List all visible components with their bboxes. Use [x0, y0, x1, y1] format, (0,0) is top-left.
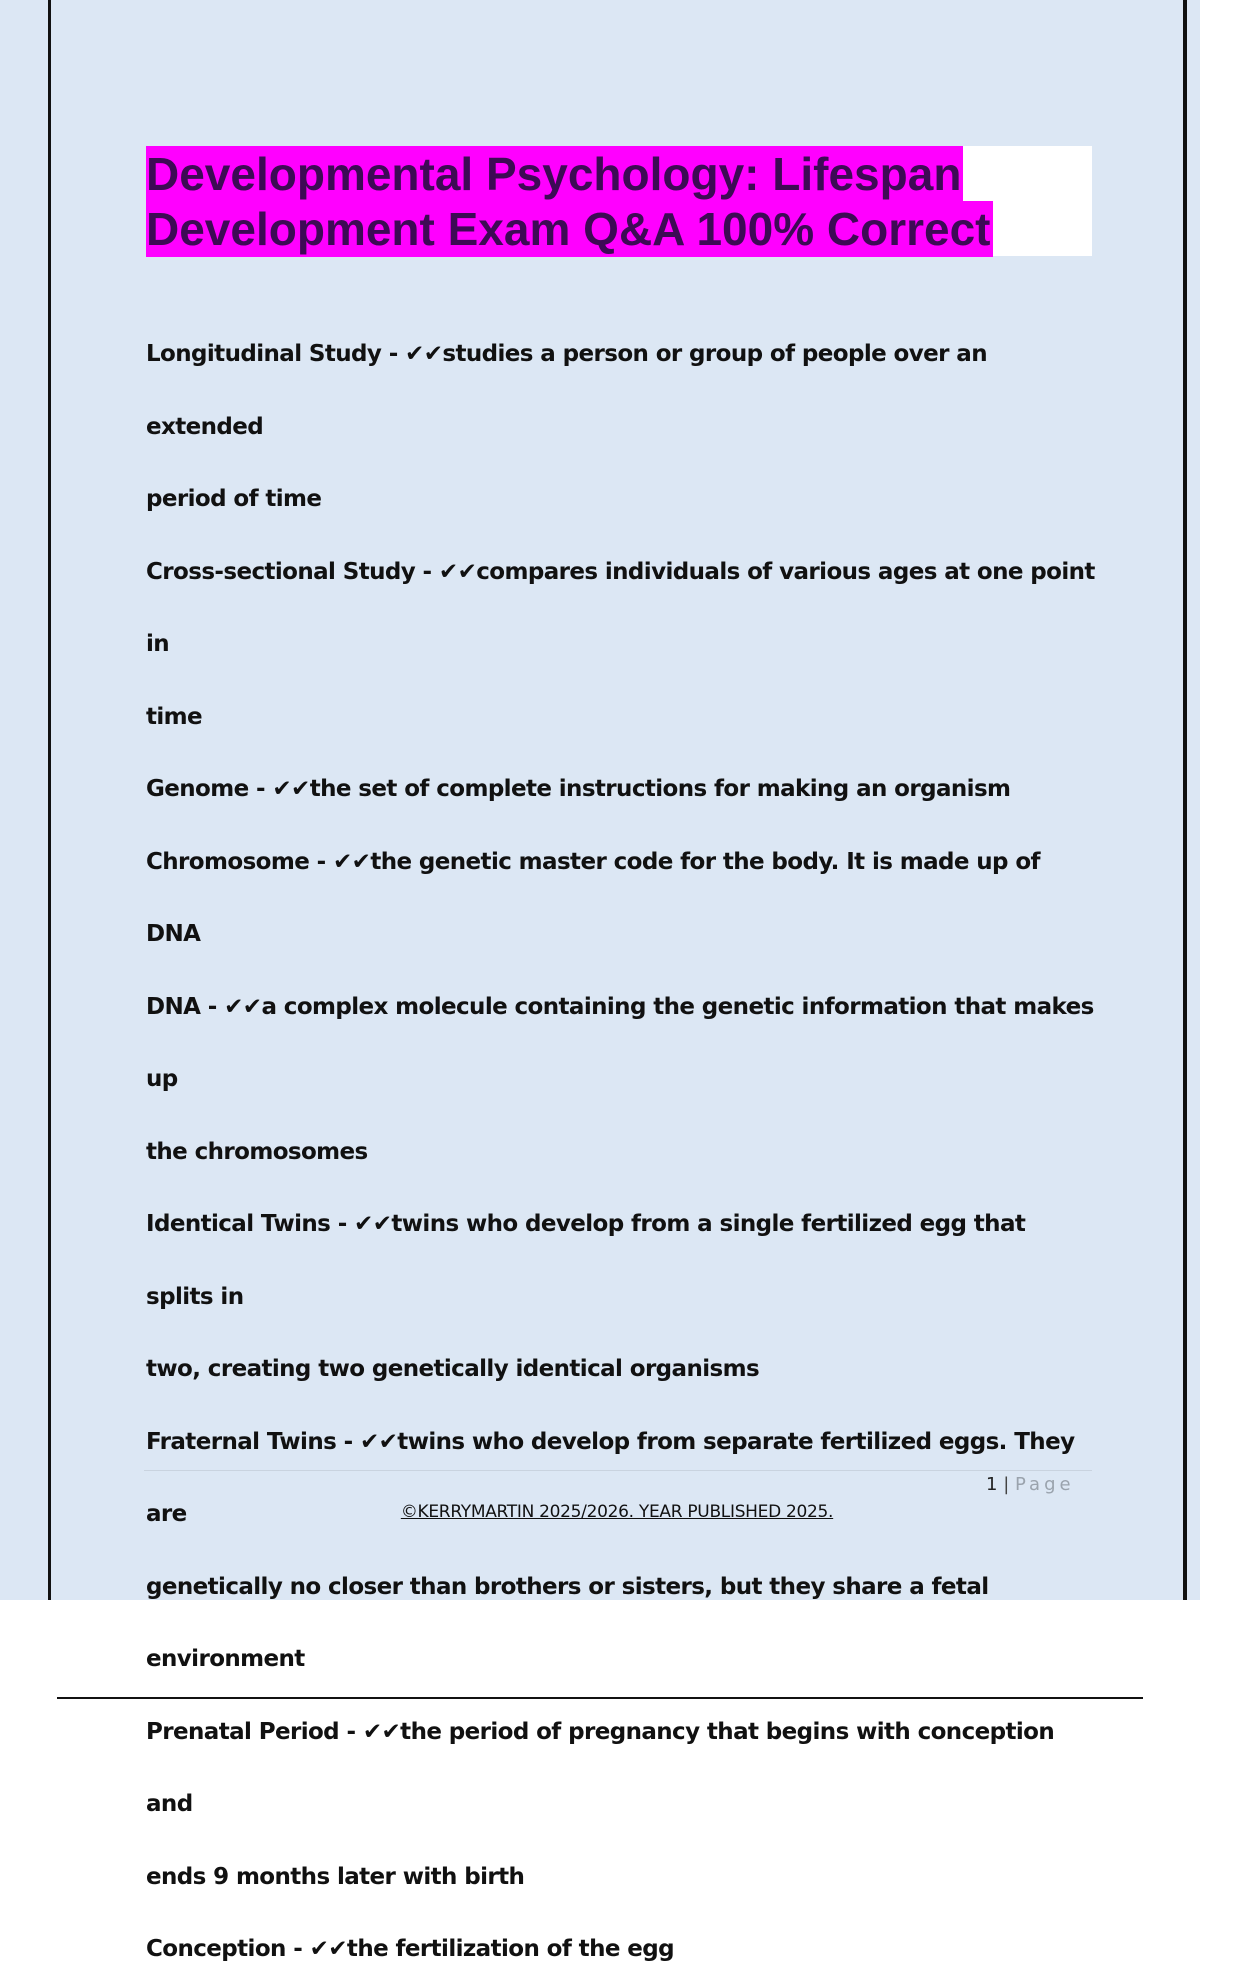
- qa-entry: [146, 753, 1096, 826]
- page-label: Page: [1015, 1474, 1075, 1495]
- entry-definition: period of time: [146, 486, 322, 512]
- entry-definition: studies a person or group of people over an extended: [146, 341, 987, 440]
- document-title-line-2: Development Exam Q&A 100% Correct: [146, 203, 991, 255]
- entry-separator: -: [248, 776, 273, 802]
- entry-term: Conception: [146, 1936, 286, 1962]
- entry-definition: the period of pregnancy that begins with conception and: [146, 1718, 1055, 1817]
- entry-term: Longitudinal Study: [146, 341, 382, 367]
- entry-term: Genome: [146, 776, 249, 802]
- qa-entry: [146, 536, 1096, 681]
- check-marks-icon: ✔✔: [438, 558, 477, 585]
- entry-definition: two, creating two genetically identical organisms: [146, 1356, 760, 1382]
- entry-term: Chromosome: [146, 848, 310, 875]
- check-marks-icon: ✔✔: [309, 1936, 347, 1962]
- page-number-separator: |: [1003, 1474, 1010, 1495]
- qa-entry-continuation: [146, 1333, 1096, 1406]
- entry-definition: the genetic master code for the body. It is made up of DNA: [146, 848, 1040, 947]
- qa-entry-continuation: [146, 681, 1096, 754]
- qa-entry: [146, 826, 1096, 971]
- qa-entry-continuation: [146, 1551, 1096, 1696]
- qa-entry-continuation: [146, 463, 1096, 536]
- entry-term: Fraternal Twins: [146, 1428, 337, 1455]
- entry-definition: the fertilization of the egg: [346, 1936, 674, 1962]
- entry-definition: genetically no closer than brothers or sisters, but they share a fetal environment: [146, 1573, 989, 1672]
- entry-definition: time: [146, 703, 203, 730]
- entry-definition: twins who develop from a single fertilized egg that splits in: [146, 1211, 1026, 1310]
- check-marks-icon: ✔✔: [359, 1428, 398, 1455]
- footer-divider: [144, 1470, 1092, 1471]
- entry-separator: -: [285, 1936, 310, 1962]
- qa-entry: [146, 1696, 1096, 1841]
- page-border-right: [1183, 0, 1187, 1600]
- check-marks-icon: ✔✔: [224, 993, 262, 1020]
- entry-separator: -: [309, 848, 333, 875]
- entry-separator: -: [330, 1211, 355, 1237]
- entry-separator: -: [336, 1428, 360, 1455]
- bottom-divider: [57, 1697, 1143, 1699]
- page-border-left: [48, 0, 51, 1600]
- check-marks-icon: ✔✔: [362, 1718, 401, 1745]
- entry-term: Identical Twins: [146, 1211, 331, 1237]
- entry-separator: -: [415, 558, 439, 585]
- qa-entry-continuation: [146, 1841, 1096, 1914]
- entry-separator: -: [200, 993, 225, 1020]
- entry-separator: -: [339, 1718, 363, 1745]
- entry-definition: ends 9 months later with birth: [146, 1863, 525, 1890]
- document-title-line-1: Developmental Psychology: Lifespan: [146, 148, 962, 200]
- entry-separator: -: [381, 341, 406, 367]
- check-marks-icon: ✔✔: [272, 776, 310, 802]
- page-number-value: 1: [986, 1474, 998, 1495]
- qa-entry: [146, 318, 1096, 463]
- entry-definition: the chromosomes: [146, 1138, 368, 1165]
- page-number: [986, 1474, 1075, 1495]
- qa-entry-continuation: [146, 1116, 1096, 1189]
- check-marks-icon: ✔✔: [405, 341, 443, 367]
- entry-definition: the set of complete instructions for making an organism: [309, 776, 1011, 802]
- check-marks-icon: ✔✔: [333, 848, 371, 875]
- copyright-notice: ©KERRYMARTIN 2025/2026. YEAR PUBLISHED 2025.: [400, 1502, 834, 1522]
- entry-term: Cross-sectional Study: [146, 558, 416, 585]
- entry-term: DNA: [146, 993, 201, 1020]
- entry-definition: twins who develop from separate fertilized eggs. They are: [146, 1428, 1075, 1527]
- entry-term: Prenatal Period: [146, 1718, 340, 1745]
- qa-entry: [146, 971, 1096, 1116]
- qa-entry: [146, 1188, 1096, 1333]
- qa-entry: [146, 1406, 1096, 1551]
- qa-entry-list: [146, 318, 1096, 1986]
- entry-definition: compares individuals of various ages at one point in: [146, 558, 1095, 657]
- check-marks-icon: ✔✔: [354, 1211, 392, 1237]
- qa-entry: [146, 1913, 1096, 1986]
- entry-definition: a complex molecule containing the genetic information that makes up: [146, 993, 1094, 1092]
